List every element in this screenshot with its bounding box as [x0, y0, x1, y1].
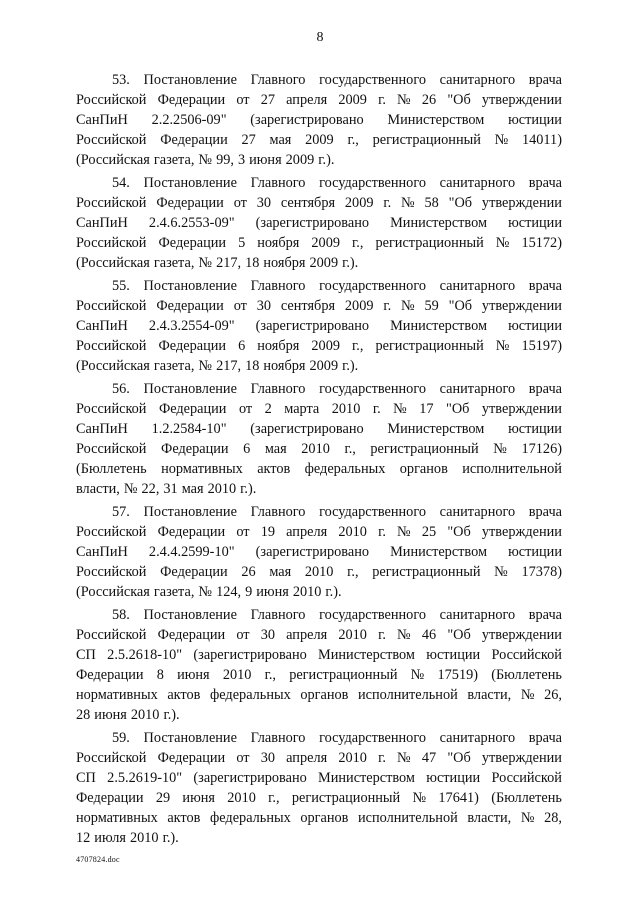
text-line: (Российская газета, № 124, 9 июня 2010 г.). [76, 584, 342, 600]
text-line: СП 2.5.2618-10" (зарегистрировано Министерством юстиции Российской [76, 647, 562, 663]
list-item [76, 173, 562, 273]
text-line: Российской Федерации от 30 апреля 2010 г. № 46 "Об утверждении [76, 627, 562, 643]
list-item [76, 276, 562, 376]
text-line: 59. Постановление Главного государственного санитарного врача [112, 730, 562, 746]
text-line: 54. Постановление Главного государственного санитарного врача [112, 175, 562, 191]
text-line: Российской Федерации 27 мая 2009 г., регистрационный № 14011) [76, 132, 562, 148]
text-line: Российской Федерации 26 мая 2010 г., регистрационный № 17378) [76, 564, 562, 580]
text-line: 55. Постановление Главного государственного санитарного врача [112, 278, 562, 294]
text-line: СанПиН 2.4.6.2553-09" (зарегистрировано Министерством юстиции [76, 215, 562, 231]
text-line: Федерации 29 июня 2010 г., регистрационный № 17641) (Бюллетень [76, 790, 562, 806]
list-item [76, 605, 562, 725]
text-line: Российской Федерации 6 мая 2010 г., регистрационный № 17126) [76, 441, 562, 457]
text-line: (Российская газета, № 99, 3 июня 2009 г.). [76, 152, 335, 168]
text-line: 28 июня 2010 г.). [76, 707, 180, 723]
list-item [76, 728, 562, 848]
text-line: СанПиН 2.4.4.2599-10" (зарегистрировано Министерством юстиции [76, 544, 562, 560]
text-line: СП 2.5.2619-10" (зарегистрировано Министерством юстиции Российской [76, 770, 562, 786]
text-line: власти, № 22, 31 мая 2010 г.). [76, 481, 257, 497]
text-line: Российской Федерации от 2 марта 2010 г. № 17 "Об утверждении [76, 401, 562, 417]
text-line: 58. Постановление Главного государственного санитарного врача [112, 607, 562, 623]
page-number: 8 [316, 30, 324, 45]
text-line: Российской Федерации 6 ноября 2009 г., регистрационный № 15197) [76, 338, 562, 354]
text-line: Российской Федерации от 19 апреля 2010 г. № 25 "Об утверждении [76, 524, 562, 540]
text-line: СанПиН 1.2.2584-10" (зарегистрировано Министерством юстиции [76, 421, 562, 437]
text-line: Российской Федерации от 27 апреля 2009 г. № 26 "Об утверждении [76, 92, 562, 108]
text-line: 53. Постановление Главного государственного санитарного врача [112, 72, 562, 88]
text-line: СанПиН 2.4.3.2554-09" (зарегистрировано Министерством юстиции [76, 318, 562, 334]
text-line: 56. Постановление Главного государственного санитарного врача [112, 381, 562, 397]
document-body [76, 70, 562, 851]
list-item [76, 379, 562, 499]
text-line: Российской Федерации от 30 сентября 2009 г. № 59 "Об утверждении [76, 298, 562, 314]
text-line: нормативных актов федеральных органов исполнительной власти, № 28, [76, 810, 562, 826]
text-line: (Российская газета, № 217, 18 ноября 2009 г.). [76, 255, 359, 271]
text-line: СанПиН 2.2.2506-09" (зарегистрировано Министерством юстиции [76, 112, 562, 128]
text-line: Российской Федерации 5 ноября 2009 г., регистрационный № 15172) [76, 235, 562, 251]
text-line: нормативных актов федеральных органов исполнительной власти, № 26, [76, 687, 562, 703]
text-line: 57. Постановление Главного государственного санитарного врача [112, 504, 562, 520]
text-line: Российской Федерации от 30 сентября 2009 г. № 58 "Об утверждении [76, 195, 562, 211]
list-item [76, 70, 562, 170]
list-item [76, 502, 562, 602]
text-line: (Российская газета, № 217, 18 ноября 2009 г.). [76, 358, 359, 374]
text-line: (Бюллетень нормативных актов федеральных органов исполнительной [76, 461, 562, 477]
text-line: 12 июля 2010 г.). [76, 830, 179, 846]
text-line: Российской Федерации от 30 апреля 2010 г. № 47 "Об утверждении [76, 750, 562, 766]
footer-filename: 4707824.doc [76, 855, 120, 864]
text-line: Федерации 8 июня 2010 г., регистрационный № 17519) (Бюллетень [76, 667, 562, 683]
